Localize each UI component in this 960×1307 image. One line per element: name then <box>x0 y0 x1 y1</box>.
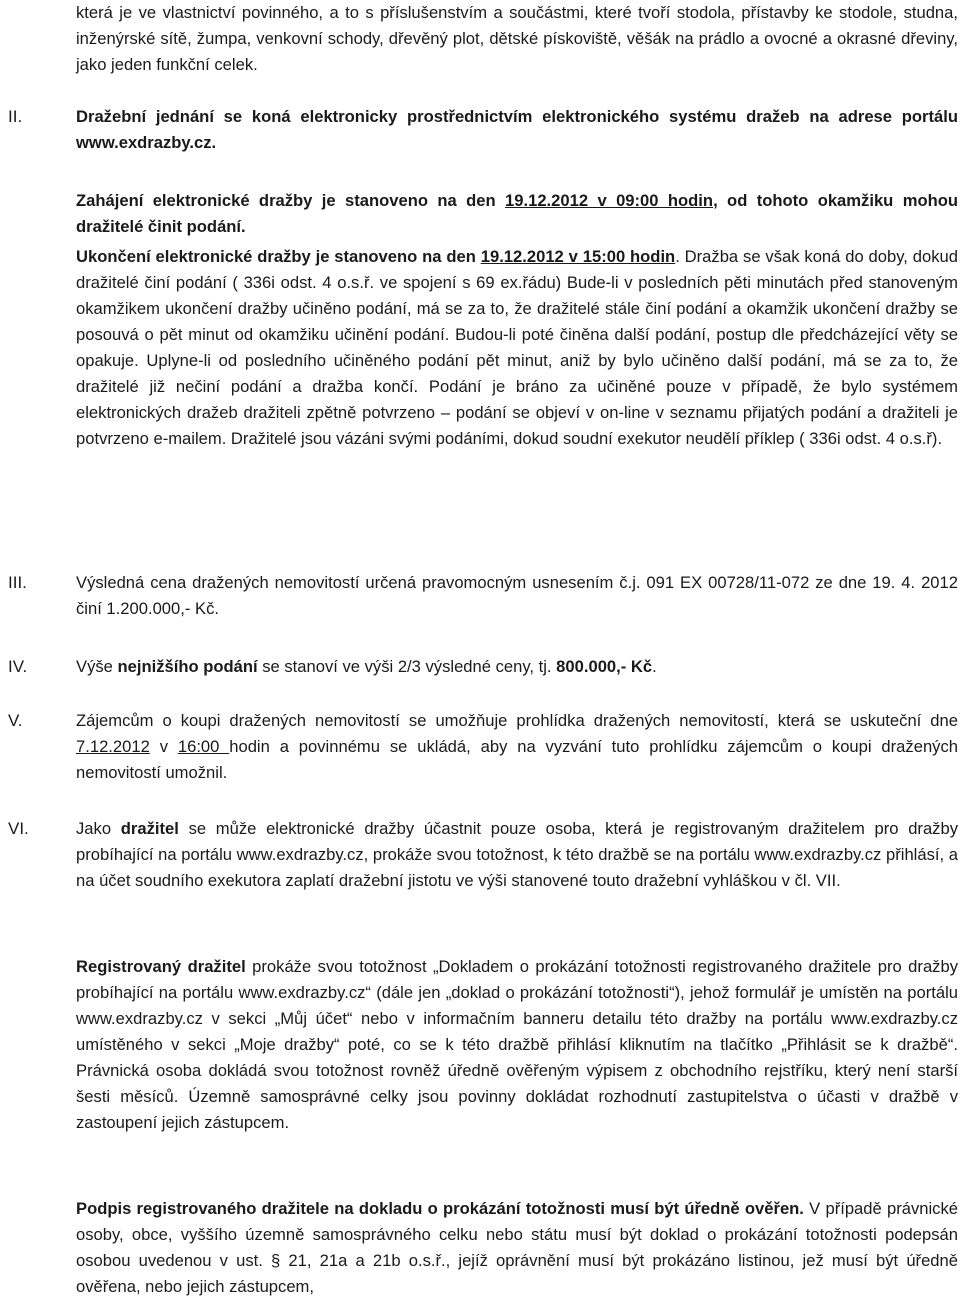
minimum-bid-paragraph <box>76 654 958 680</box>
intro-paragraph: která je ve vlastnictví povinného, a to s příslušenstvím a součástmi, které tvoří stodola, přístavby ke stodole, studna, inženýrské sítě, žumpa, venkovní schody, dřevěný plot, dětské pískoviště, věšák na prádlo a ovocné a okrasné dřeviny, jako jeden funkční celek. <box>76 3 958 74</box>
section-number: V. <box>8 711 23 730</box>
signature-verification-paragraph <box>76 1196 958 1300</box>
inspection-paragraph <box>76 708 958 786</box>
auction-start-datetime: 19.12.2012 v 09:00 hodin <box>505 191 714 210</box>
section-number: III. <box>8 573 27 592</box>
auction-end-datetime: 19.12.2012 v 15:00 hodin <box>480 247 676 266</box>
minimum-bid-text-a: Výše <box>76 657 118 676</box>
registered-bidder-paragraph <box>76 954 958 1136</box>
inspection-text-a: Zájemcům o koupi dražených nemovitostí se umožňuje prohlídka dražených nemovitostí, která se uskuteční dne <box>76 711 958 730</box>
auction-start-label: Zahájení elektronické dražby je stanoveno na den <box>76 191 506 210</box>
resulting-price-paragraph: Výsledná cena dražených nemovitostí určená pravomocným usnesením č.j. 091 EX 00728/11-072 ze dne 19. 4. 2012 činí 1.200.000,- Kč. <box>76 573 958 618</box>
registered-bidder-term: Registrovaný dražitel <box>76 957 246 976</box>
inspection-date: 7.12.2012 <box>76 737 150 756</box>
minimum-bid-amount: 800.000,- Kč <box>556 657 653 676</box>
auction-start-rest: , od tohoto okamžiku mohou dražitelé činit podání. <box>76 191 958 236</box>
inspection-text-e: hodin a povinnému se ukládá, aby na vyzvání tuto prohlídku zájemcům o koupi dražených nemovitostí umožnil. <box>76 737 958 782</box>
section-number: VI. <box>8 819 29 838</box>
bidder-text-a: Jako <box>76 819 121 838</box>
minimum-bid-text-e: . <box>652 657 657 676</box>
section-number: IV. <box>8 657 28 676</box>
auction-start-paragraph <box>76 188 958 240</box>
inspection-time: 16:00 <box>177 737 230 756</box>
bidder-paragraph <box>76 816 958 894</box>
section-number: II. <box>8 107 23 126</box>
minimum-bid-text-c: se stanoví ve výši 2/3 výsledné ceny, tj. <box>257 657 557 676</box>
signature-verification-bold: Podpis registrovaného dražitele na dokladu o prokázání totožnosti musí být úředně ověřen. <box>76 1199 804 1218</box>
inspection-text-c: v <box>149 737 178 756</box>
auction-end-rest: . Dražba se však koná do doby, dokud dražitelé činí podání ( 336i odst. 4 o.s.ř. ve spojení s 69 ex.řádu) Bude-li v posledních pěti minutách před stanoveným okamžikem ukončení dražby učiněno podání, má se za to, že dražitelé stále činí podání a okamžik ukončení dražby se posouvá o pět minut od okamžiku učinění podání. Budou-li poté činěna další podání, postup dle předcházející věty se opakuje. Uplyne-li od posledního učiněného podání pět minut, aniž by bylo učiněno další podání, má se za to, že dražitelé již nečiní podání a dražba končí. Podání je bráno za učiněné pouze v případě, že bylo systémem elektronických dražeb dražiteli zpětně potvrzeno – podání se objeví v on-line v seznamu přijatých podání a dražiteli je potvrzeno e-mailem. Dražitelé jsou vázáni svými podáními, dokud soudní exekutor neudělí příklep ( 336i odst. 4 o.s.ř). <box>76 247 958 448</box>
registered-bidder-text: prokáže svou totožnost „Dokladem o prokázání totožnosti registrovaného dražitele pro dražby probíhající na portálu www.exdrazby.cz“ (dále jen „doklad o prokázání totožnosti“), jehož formulář je umístěn na portálu www.exdrazby.cz v sekci „Můj účet“ nebo v informačním banneru detailu této dražby na portálu www.exdrazby.cz umístěného v sekci „Moje dražby“ poté, co se k této dražbě přihlásí kliknutím na tlačítko „Přihlásit se k dražbě“. Právnická osoba dokládá svou totožnost rovněž úředně ověřeným výpisem z obchodního rejstříku, který není starší šesti měsíců. Územně samosprávné celky jsou povinny dokládat rozhodnutí zastupitelstva o účasti v dražbě v zastoupení jejich zástupcem. <box>76 957 958 1132</box>
auction-method-paragraph: Dražební jednání se koná elektronicky prostřednictvím elektronického systému dražeb na adrese portálu www.exdrazby.cz. <box>76 107 958 152</box>
bidder-text-c: se může elektronické dražby účastnit pouze osoba, která je registrovaným dražitelem pro dražby probíhající na portálu www.exdrazby.cz, prokáže svou totožnost, k této dražbě se na portálu www.exdrazby.cz přihlásí, a na účet soudního exekutora zaplatí dražební jistotu ve výši stanovené touto dražební vyhláškou v čl. VII. <box>76 819 958 890</box>
bidder-term: dražitel <box>120 819 179 838</box>
minimum-bid-term: nejnižšího podání <box>117 657 258 676</box>
signature-verification-text: V případě právnické osoby, obce, vyššího územně samosprávného celku nebo státu musí být doklad o prokázání totožnosti podepsán osobou uvedenou v ust. § 21, 21a a 21b o.s.ř., jejíž oprávnění musí být prokázáno listinou, jež musí být úředně ověřena, nebo jejich zástupcem, <box>76 1199 958 1296</box>
auction-end-paragraph <box>76 244 958 452</box>
auction-end-label: Ukončení elektronické dražby je stanoveno na den <box>76 247 481 266</box>
